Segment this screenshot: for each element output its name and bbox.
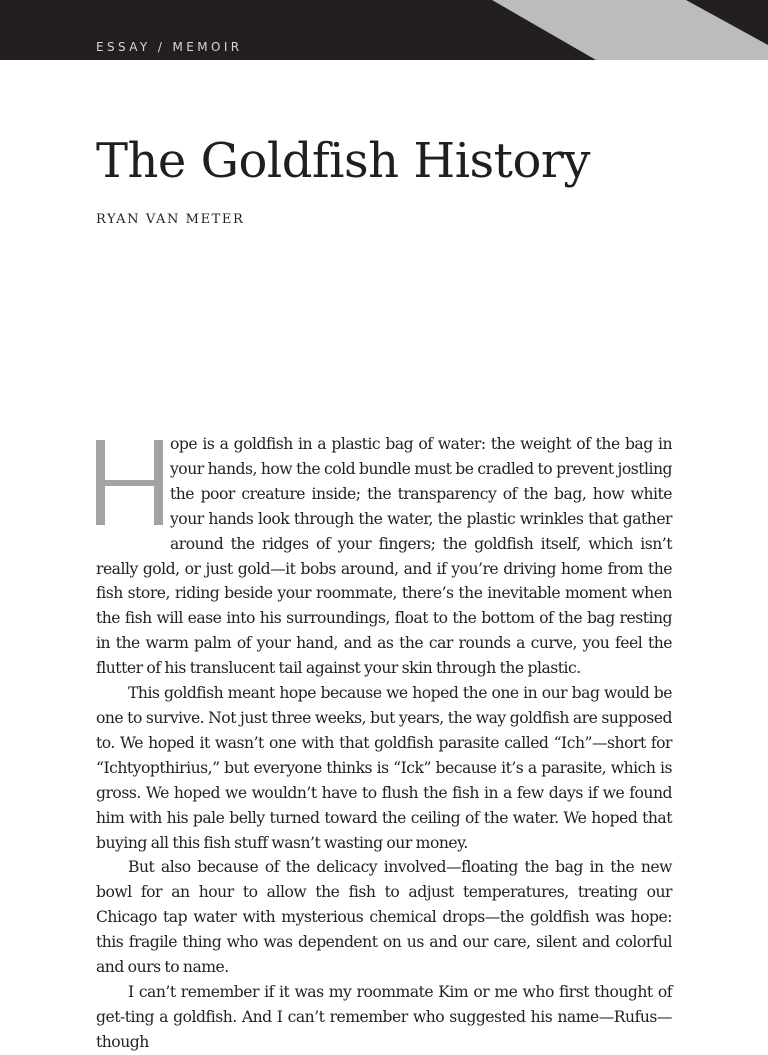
paragraph: This goldfish meant hope because we hoped the one in our bag would be one to survive. Not just three weeks, but years, the way goldfish are supposed to. We hoped it wasn’t one with that goldfish parasite called “Ich”—short for “Ichtyopthirius,” but everyone thinks is “Ick” because it’s a parasite, which is gross. We hoped we wouldn’t have to flush the fish in a few days if we found him with his pale belly turned toward the ceiling of the water. We hoped that buying all this fish stuff wasn’t wasting our money. bbox=[96, 684, 672, 852]
header-bar bbox=[0, 0, 768, 60]
drop-cap-letter bbox=[96, 440, 97, 441]
paragraph bbox=[96, 432, 672, 681]
article-author: RYAN VAN METER bbox=[96, 212, 245, 227]
drop-cap-left-stroke bbox=[96, 440, 105, 525]
paragraph: But also because of the delicacy involved—floating the bag in the new bowl for an hour to allow the fish to adjust temperatures, treating our Chicago tap water with mysterious chemical drops—the goldfish was hope: this fragile thing who was dependent on us and our care, silent and colorful and ours to name. bbox=[96, 858, 672, 977]
article-title: The Goldfish History bbox=[96, 133, 590, 189]
drop-cap-right-stroke bbox=[154, 440, 163, 525]
drop-cap bbox=[96, 440, 168, 536]
paragraph: I can’t remember if it was my roommate Kim or me who first thought of get-ting a goldfish. And I can’t remember who suggested his name—Rufus—though bbox=[96, 982, 672, 1051]
section-label: ESSAY / MEMOIR bbox=[96, 40, 243, 54]
paragraph-text: ope is a goldfish in a plastic bag of water: the weight of the bag in your hands, how the cold bundle must be cradled to prevent jostling the poor creature inside; the transparency of the bag, how white your hands look through the water, the plastic wrinkles that gather around the ridges of your fingers; the goldfish itself, which isn’t really gold, or just gold—it bobs around, and if you’re driving home from the fish store, riding beside your roommate, there’s the inevitable moment when the fish will ease into his surroundings, float to the bottom of the bag resting in the warm palm of your hand, and as the car rounds a curve, you feel the flutter of his translucent tail against your skin through the plastic. bbox=[96, 435, 672, 678]
header-accent-stripe bbox=[492, 0, 768, 60]
drop-cap-crossbar bbox=[105, 480, 154, 486]
article-body bbox=[96, 432, 672, 1055]
